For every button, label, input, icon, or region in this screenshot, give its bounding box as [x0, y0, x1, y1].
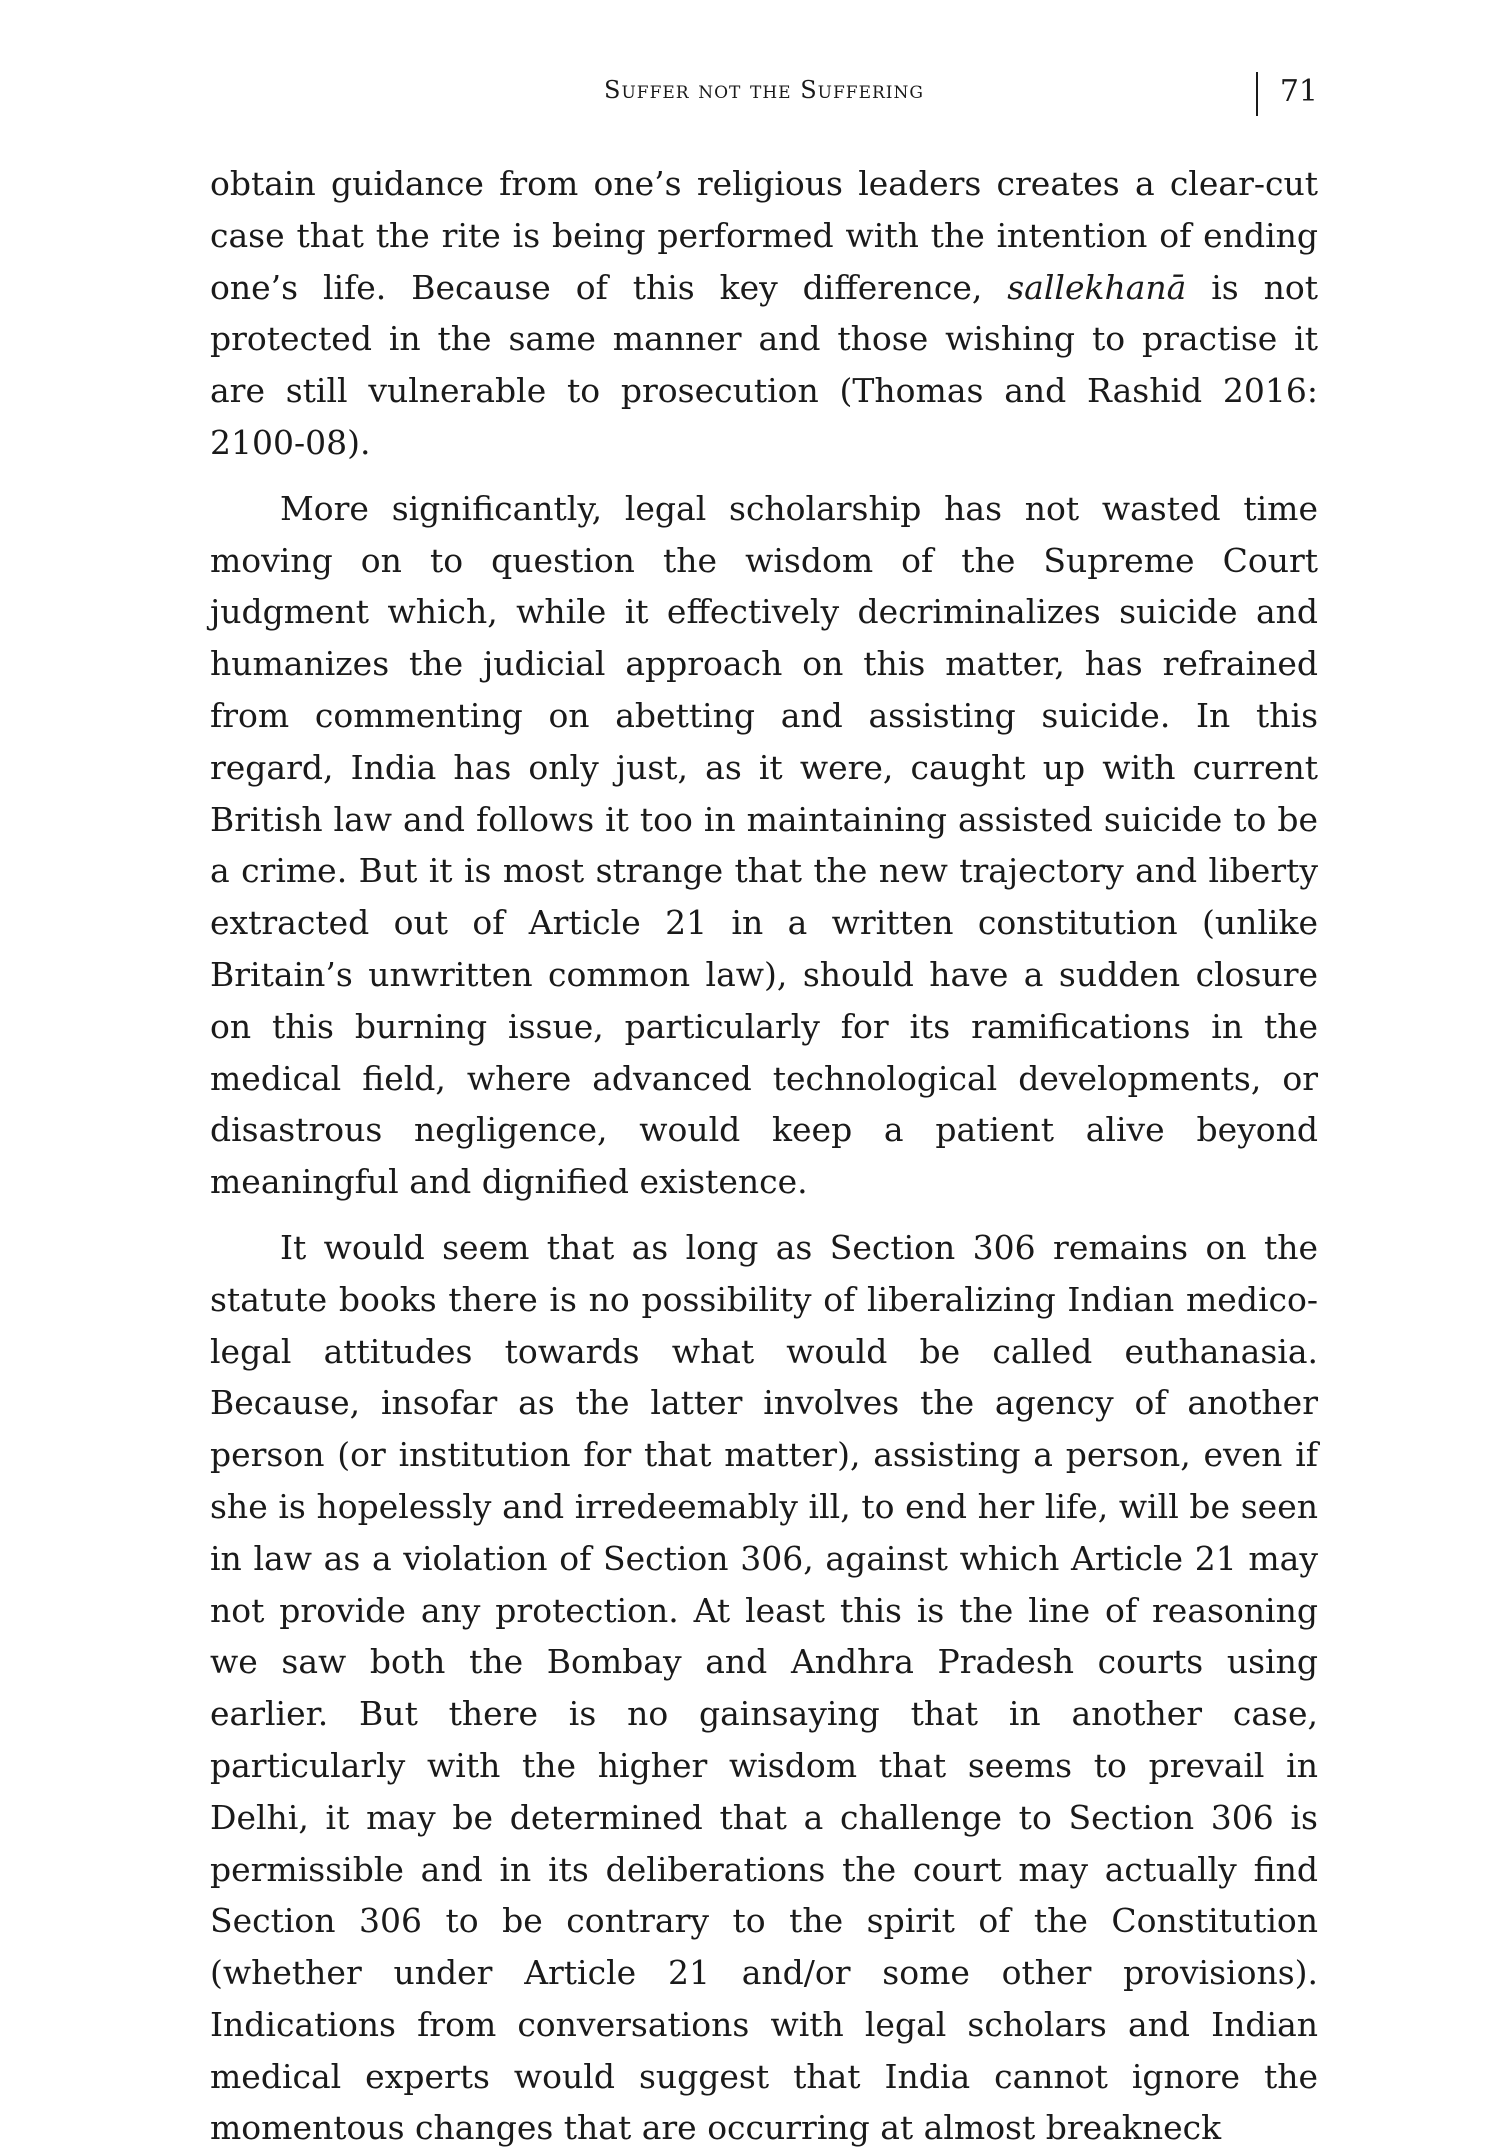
- paragraph-2: More significantly, legal scholarship has not wasted time moving on to question the wisdom of the Supreme Court judgment which, while it effectively decriminalizes suicide and humanizes the judicial approach on this matter, has refrained from commenting on abetting and assisting suicide. In this regard, India has only just, as it were, caught up with current British law and follows it too in maintaining assisted suicide to be a crime. But it is most strange that the new trajectory and liberty extracted out of Article 21 in a written constitution (unlike Britain’s unwritten common law), should have a sudden closure on this burning issue, particularly for its ramifications in the medical field, where advanced technological developments, or disastrous negligence, would keep a patient alive beyond meaningful and dignified existence.: [210, 488, 1318, 1202]
- body-text: [210, 158, 1318, 2154]
- paragraph-1-text-after: is not protected in the same manner and those wishing to practise it are still vulnerable to prosecution (Thomas and Rashid 2016: 2100-08).: [210, 267, 1319, 462]
- paragraph-1-text-before: obtain guidance from one’s religious leaders creates a clear-cut case that the rite is being performed with the intention of ending one’s life. Because of this key difference,: [210, 164, 1318, 307]
- folio-divider: [1256, 72, 1258, 116]
- paragraph-1: [210, 158, 1318, 469]
- paragraph-3: It would seem that as long as Section 306 remains on the statute books there is no possibility of liberalizing Indian medico-legal attitudes towards what would be called euthanasia. Because, insofar as the latter involves the agency of another person (or institution for that matter), assisting a person, even if she is hopelessly and irredeemably ill, to end her life, will be seen in law as a violation of Section 306, against which Article 21 may not provide any protection. At least this is the line of reasoning we saw both the Bombay and Andhra Pradesh courts using earlier. But there is no gainsaying that in another case, particularly with the higher wisdom that seems to prevail in Delhi, it may be determined that a challenge to Section 306 is permissible and in its deliberations the court may actually find Section 306 to be contrary to the spirit of the Constitution (whether under Article 21 and/or some other provisions). Indications from conversations with legal scholars and Indian medical experts would suggest that India cannot ignore the momentous changes that are occurring at almost breakneck: [210, 1227, 1318, 2148]
- running-title: Suffer not the Suffering: [604, 76, 924, 104]
- running-head: [210, 72, 1318, 122]
- italic-term-sallekhana: sallekhanā: [1007, 267, 1187, 307]
- page-number: 71: [1279, 74, 1318, 109]
